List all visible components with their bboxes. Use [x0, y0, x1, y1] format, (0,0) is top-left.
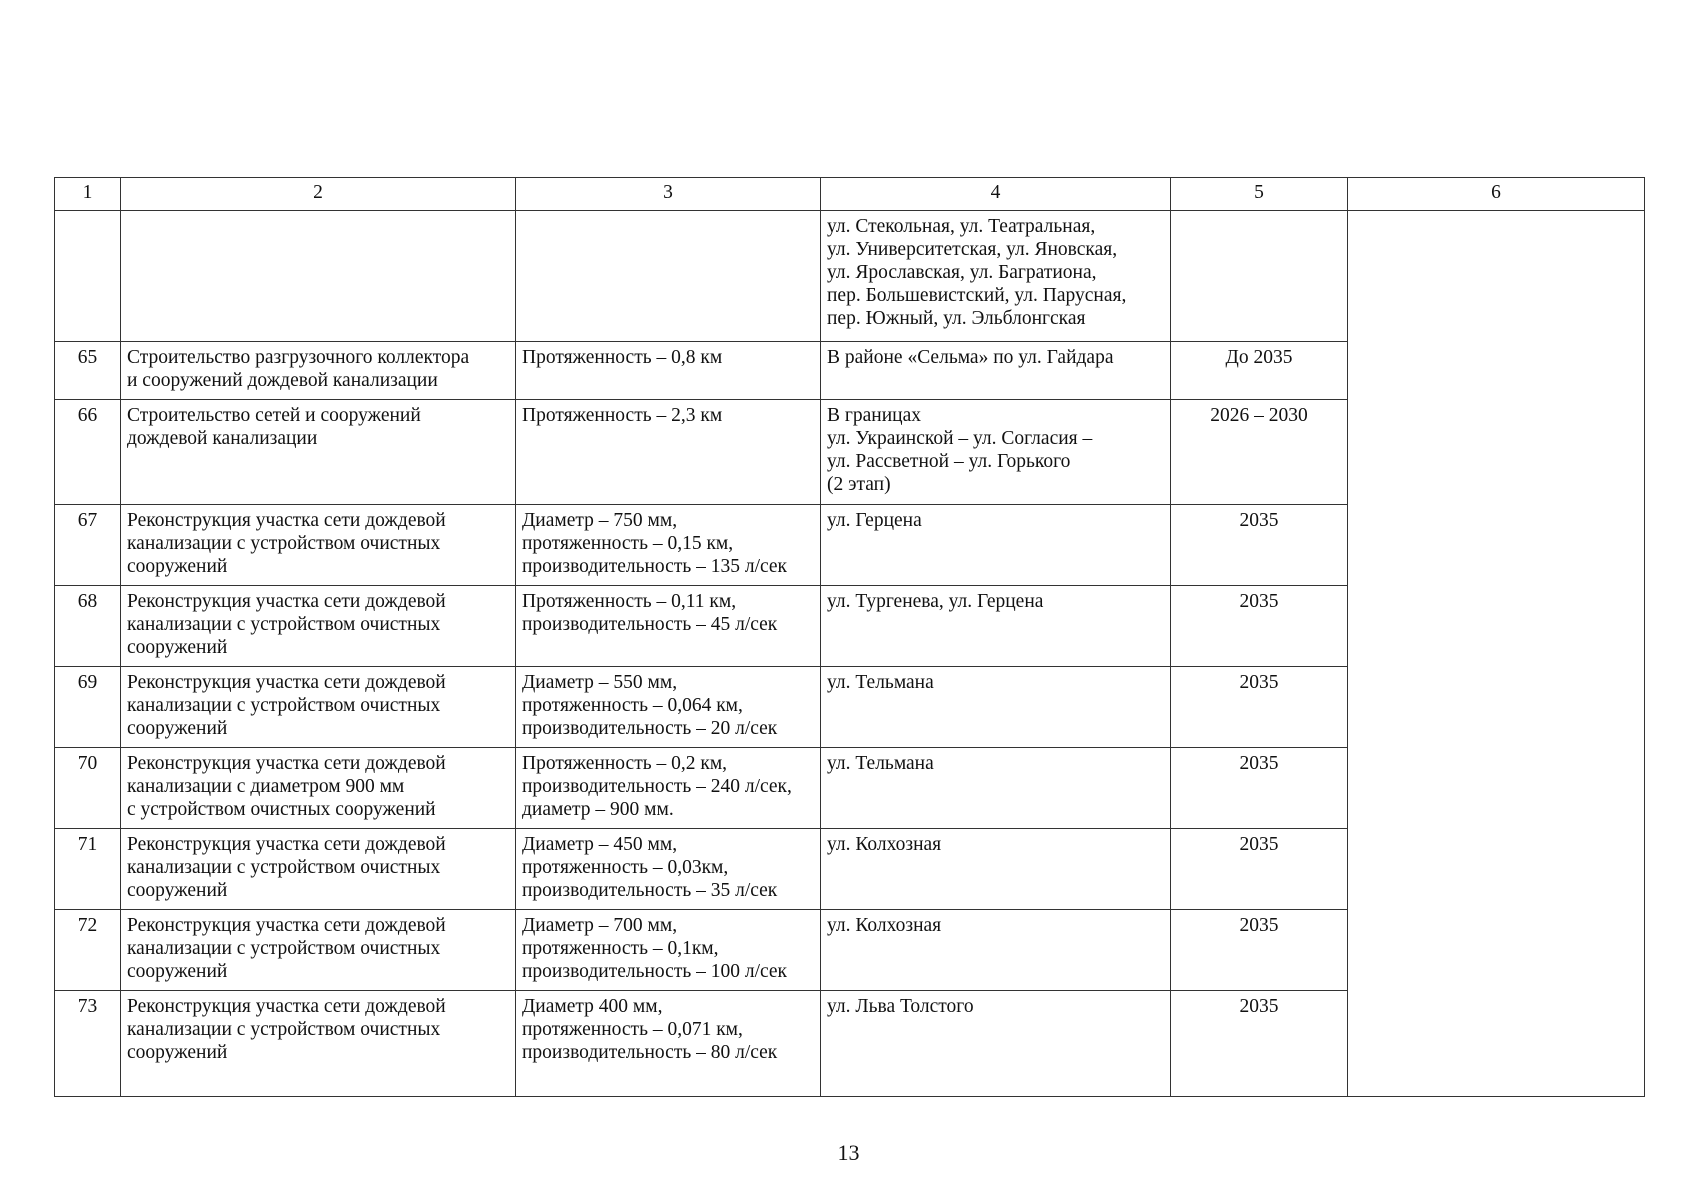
cell-num: 65 — [55, 342, 121, 400]
header-col-4: 4 — [821, 178, 1171, 211]
cell-params: Диаметр – 450 мм, протяженность – 0,03км, производительность – 35 л/сек — [516, 829, 821, 910]
cell-name: Реконструкция участка сети дождевой канализации с устройством очистных сооружений — [121, 667, 516, 748]
cell-period: 2035 — [1171, 667, 1348, 748]
document-table — [54, 177, 1645, 1097]
cell-period: 2035 — [1171, 748, 1348, 829]
cell-period: 2026 – 2030 — [1171, 400, 1348, 505]
cell-name: Реконструкция участка сети дождевой канализации с устройством очистных сооружений — [121, 991, 516, 1097]
header-col-3: 3 — [516, 178, 821, 211]
cell-location: ул. Стекольная, ул. Театральная, ул. Университетская, ул. Яновская, ул. Ярославская, ул. Багратиона, пер. Большевистский, ул. Парусная, пер. Южный, ул. Эльблонгская — [821, 211, 1171, 342]
cell-location: В границах ул. Украинской – ул. Согласия – ул. Рассветной – ул. Горького (2 этап) — [821, 400, 1171, 505]
cell-num: 72 — [55, 910, 121, 991]
cell-period: 2035 — [1171, 910, 1348, 991]
cell-params: Диаметр – 750 мм, протяженность – 0,15 км, производительность – 135 л/сек — [516, 505, 821, 586]
cell-location: ул. Тургенева, ул. Герцена — [821, 586, 1171, 667]
cell-name: Реконструкция участка сети дождевой канализации с устройством очистных сооружений — [121, 910, 516, 991]
cell-location: ул. Колхозная — [821, 829, 1171, 910]
cell-num: 68 — [55, 586, 121, 667]
cell-name: Реконструкция участка сети дождевой канализации с устройством очистных сооружений — [121, 505, 516, 586]
cell-params: Протяженность – 0,2 км, производительность – 240 л/сек, диаметр – 900 мм. — [516, 748, 821, 829]
cell-location: ул. Тельмана — [821, 667, 1171, 748]
header-col-5: 5 — [1171, 178, 1348, 211]
cell-params: Протяженность – 2,3 км — [516, 400, 821, 505]
column-6-merged-cell — [1348, 211, 1645, 1097]
cell-params: Протяженность – 0,11 км, производительность – 45 л/сек — [516, 586, 821, 667]
cell-location: ул. Льва Толстого — [821, 991, 1171, 1097]
cell-name: Реконструкция участка сети дождевой канализации с устройством очистных сооружений — [121, 586, 516, 667]
cell-name: Строительство разгрузочного коллектора и сооружений дождевой канализации — [121, 342, 516, 400]
cell-params: Протяженность – 0,8 км — [516, 342, 821, 400]
cell-name: Реконструкция участка сети дождевой канализации с диаметром 900 мм с устройством очистных сооружений — [121, 748, 516, 829]
table-row-continuation — [55, 211, 1645, 342]
cell-period — [1171, 211, 1348, 342]
cell-location: ул. Колхозная — [821, 910, 1171, 991]
cell-period: 2035 — [1171, 991, 1348, 1097]
cell-name — [121, 211, 516, 342]
cell-num: 69 — [55, 667, 121, 748]
cell-params: Диаметр 400 мм, протяженность – 0,071 км, производительность – 80 л/сек — [516, 991, 821, 1097]
cell-location: В районе «Сельма» по ул. Гайдара — [821, 342, 1171, 400]
cell-name: Строительство сетей и сооружений дождевой канализации — [121, 400, 516, 505]
cell-period: 2035 — [1171, 829, 1348, 910]
cell-num: 67 — [55, 505, 121, 586]
cell-location: ул. Герцена — [821, 505, 1171, 586]
cell-params: Диаметр – 550 мм, протяженность – 0,064 км, производительность – 20 л/сек — [516, 667, 821, 748]
cell-period: 2035 — [1171, 505, 1348, 586]
cell-period: До 2035 — [1171, 342, 1348, 400]
cell-params: Диаметр – 700 мм, протяженность – 0,1км, производительность – 100 л/сек — [516, 910, 821, 991]
cell-num: 73 — [55, 991, 121, 1097]
cell-params — [516, 211, 821, 342]
header-col-2: 2 — [121, 178, 516, 211]
header-col-1: 1 — [55, 178, 121, 211]
cell-num: 71 — [55, 829, 121, 910]
cell-name: Реконструкция участка сети дождевой канализации с устройством очистных сооружений — [121, 829, 516, 910]
cell-num: 70 — [55, 748, 121, 829]
page-number: 13 — [837, 1140, 860, 1165]
header-col-6: 6 — [1348, 178, 1645, 211]
cell-location: ул. Тельмана — [821, 748, 1171, 829]
cell-num: 66 — [55, 400, 121, 505]
cell-num — [55, 211, 121, 342]
cell-period: 2035 — [1171, 586, 1348, 667]
table-header-row — [55, 178, 1645, 211]
